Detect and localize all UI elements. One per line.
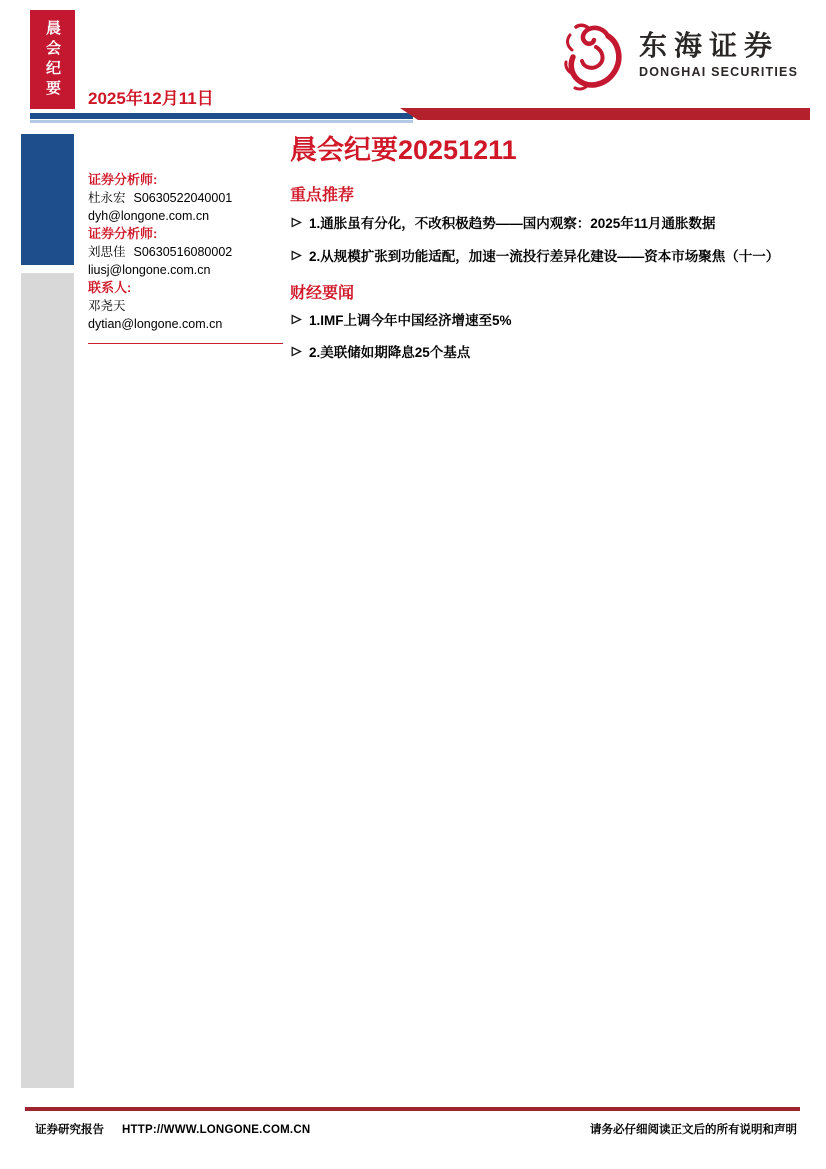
footer-url[interactable]: HTTP://WWW.LONGONE.COM.CN — [122, 1124, 311, 1136]
brand-logo — [563, 20, 798, 92]
contact-email[interactable]: dytian@longone.com.cn — [88, 317, 223, 331]
analyst-name-line — [88, 189, 288, 207]
section-heading-key-picks: 重点推荐 — [290, 187, 355, 204]
analyst-info-panel — [88, 171, 288, 344]
analyst-name: 杜永宏 — [88, 191, 126, 205]
analyst-email[interactable]: dyh@longone.com.cn — [88, 209, 210, 223]
analyst-group — [88, 171, 288, 225]
report-date: 2025年12月11日 — [88, 89, 214, 108]
contact-role-label: 联系人: — [88, 280, 132, 295]
list-item — [291, 248, 811, 265]
list-item — [291, 215, 811, 232]
left-margin-blue-block — [21, 134, 74, 265]
header-divider-red — [400, 108, 810, 120]
brand-name-en: DONGHAI SECURITIES — [639, 65, 799, 80]
report-type-banner-label: 晨会纪要 — [44, 19, 61, 100]
footer-report-type: 证券研究报告 — [35, 1124, 104, 1136]
list-item — [291, 312, 811, 329]
page-title: 晨会纪要20251211 — [290, 135, 517, 165]
analyst-cert-code: S0630522040001 — [133, 191, 233, 205]
list-item — [291, 344, 811, 361]
arrowhead-right-icon — [291, 250, 302, 261]
analyst-name: 刘思佳 — [88, 245, 126, 259]
report-type-banner — [30, 10, 75, 109]
footer-divider — [25, 1107, 800, 1111]
contact-group — [88, 279, 288, 333]
dragon-icon — [563, 20, 625, 92]
arrowhead-right-icon — [291, 217, 302, 228]
header-divider-blue — [30, 113, 413, 119]
left-margin-gray-strip — [21, 273, 74, 1088]
analyst-cert-code: S0630516080002 — [133, 245, 233, 259]
list-item-text[interactable]: 2.美联储如期降息25个基点 — [309, 345, 471, 360]
footer — [35, 1121, 797, 1137]
arrowhead-right-icon — [291, 314, 302, 325]
brand-names — [639, 20, 798, 79]
analyst-group — [88, 225, 288, 279]
analyst-email[interactable]: liusj@longone.com.cn — [88, 263, 211, 277]
header-divider-blue-light — [30, 120, 413, 123]
list-item-text[interactable]: 1.IMF上调今年中国经济增速至5% — [309, 313, 512, 328]
list-item-text[interactable]: 2.从规模扩张到功能适配，加速一流投行差异化建设——资本市场聚焦（十一） — [309, 249, 780, 264]
list-item-text[interactable]: 1.通胀虽有分化，不改积极趋势——国内观察：2025年11月通胀数据 — [309, 216, 716, 231]
contact-name: 邓尧天 — [88, 299, 126, 313]
analyst-name-line — [88, 243, 288, 261]
footer-left — [35, 1121, 310, 1137]
footer-disclaimer: 请务必仔细阅读正文后的所有说明和声明 — [590, 1124, 797, 1136]
brand-name-cn: 东海证券 — [639, 30, 780, 61]
analyst-role-label: 证券分析师: — [88, 226, 158, 241]
arrowhead-right-icon — [291, 346, 302, 357]
analyst-role-label: 证券分析师: — [88, 172, 158, 187]
section-heading-finance-news: 财经要闻 — [290, 285, 355, 302]
analyst-panel-underline — [88, 333, 283, 344]
